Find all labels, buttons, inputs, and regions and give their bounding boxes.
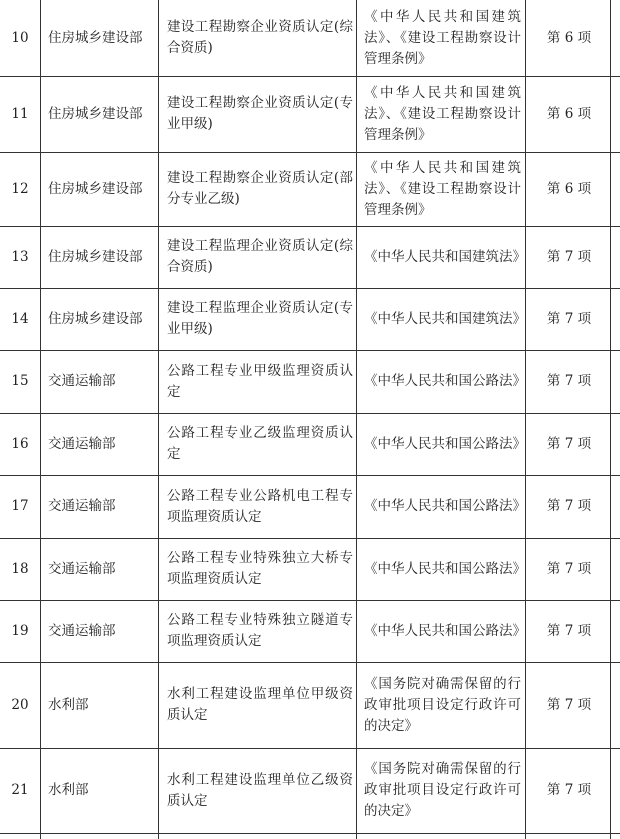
department: 住房城乡建设部 [48,310,143,327]
row-number: 21 [11,782,29,798]
legal-basis: 《国务院对确需保留的行政审批项目设定行政许可的决定》 [364,675,521,734]
department: 水利部 [48,696,89,713]
department: 交通运输部 [48,560,116,577]
row-number: 17 [11,498,29,514]
department: 交通运输部 [48,498,116,514]
legal-basis: 《中华人民共和国建筑法》、《建设工程勘察设计管理条例》 [364,84,521,143]
article-ref: 第 6 项 [546,29,592,46]
legal-basis: 《中华人民共和国公路法》 [364,560,526,577]
approval-item: 建设工程勘察企业资质认定(部分专业乙级) [167,170,353,207]
department: 住房城乡建设部 [48,105,143,122]
article-ref: 第 7 项 [546,622,592,639]
approval-item: 水利工程建设监理单位甲级资质认定 [167,686,353,723]
department: 住房城乡建设部 [48,29,143,46]
table-row [0,226,620,288]
table-row [0,538,620,600]
row-number: 18 [11,560,29,577]
row-number: 16 [11,435,29,452]
approval-item: 公路工程专业特殊独立隧道专项监理资质认定 [167,612,353,649]
table-row [0,662,620,748]
department: 交通运输部 [48,435,116,452]
table-row [0,413,620,475]
approval-item: 公路工程专业乙级监理资质认定 [167,425,353,462]
legal-basis: 《中华人民共和国建筑法》、《建设工程勘察设计管理条例》 [364,8,521,67]
legal-basis: 《中华人民共和国公路法》 [364,373,526,389]
legal-basis: 《国务院对确需保留的行政审批项目设定行政许可的决定》 [364,761,521,819]
legal-basis: 《中华人民共和国建筑法》 [364,248,526,265]
approval-item: 建设工程监理企业资质认定(综合资质) [167,238,353,275]
table-row [0,350,620,413]
article-ref: 第 7 项 [546,498,592,514]
legal-basis: 《中华人民共和国公路法》 [364,498,526,514]
row-number: 20 [11,696,29,713]
department: 交通运输部 [48,622,116,639]
article-ref: 第 6 项 [546,180,592,197]
row-number: 19 [11,622,29,639]
approval-item: 建设工程勘察企业资质认定(综合资质) [167,19,353,56]
row-number: 10 [11,29,29,46]
article-ref: 第 7 项 [546,696,592,713]
department: 住房城乡建设部 [48,180,143,197]
table-row [0,152,620,226]
table-row [0,76,620,152]
legal-basis: 《中华人民共和国公路法》 [364,435,526,452]
department: 水利部 [48,782,89,798]
row-divider [0,833,620,834]
table-row [0,748,620,833]
article-ref: 第 7 项 [546,248,592,265]
article-ref: 第 7 项 [546,435,592,452]
article-ref: 第 7 项 [546,310,592,327]
article-ref: 第 7 项 [546,782,592,798]
table-row [0,475,620,538]
department: 住房城乡建设部 [48,248,143,265]
approval-item: 公路工程专业公路机电工程专项监理资质认定 [167,487,353,525]
legal-basis: 《中华人民共和国建筑法》、《建设工程勘察设计管理条例》 [364,159,521,218]
table-row [0,288,620,350]
article-ref: 第 7 项 [546,560,592,577]
row-number: 12 [11,180,29,197]
approval-item: 公路工程专业甲级监理资质认定 [167,362,353,400]
article-ref: 第 7 项 [546,373,592,389]
row-number: 14 [11,310,29,327]
legal-basis: 《中华人民共和国建筑法》 [364,310,526,327]
approval-item: 公路工程专业特殊独立大桥专项监理资质认定 [167,550,353,587]
article-ref: 第 6 项 [546,105,592,122]
department: 交通运输部 [48,373,116,389]
table-row [0,600,620,662]
approval-item: 水利工程建设监理单位乙级资质认定 [167,771,353,809]
approval-item: 建设工程监理企业资质认定(专业甲级) [167,300,353,337]
row-number: 13 [11,248,29,265]
table-row [0,0,620,76]
row-number: 11 [11,105,29,122]
legal-basis: 《中华人民共和国公路法》 [364,622,526,639]
approval-item: 建设工程勘察企业资质认定(专业甲级) [167,95,353,132]
row-number: 15 [11,373,29,389]
